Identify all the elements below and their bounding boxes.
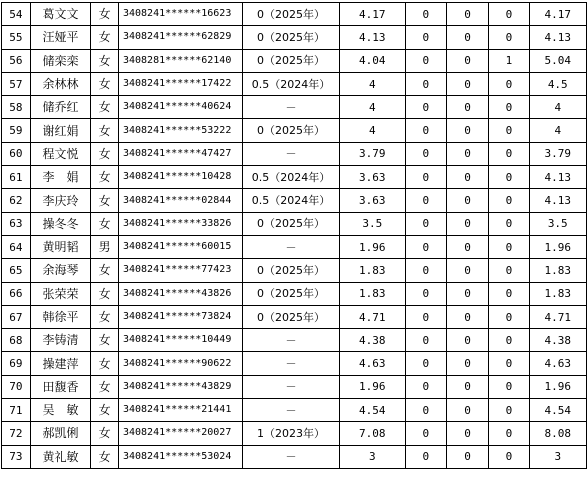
total-score-cell: 5.04 bbox=[529, 49, 587, 72]
name-cell: 操冬冬 bbox=[30, 212, 90, 235]
bonus-2-cell: 0 bbox=[446, 96, 489, 119]
id-number-cell: 3408241******02844 bbox=[118, 189, 242, 212]
bonus-1-cell: 0 bbox=[405, 235, 446, 258]
score-cell: 4 bbox=[339, 119, 405, 142]
name-cell: 韩徐平 bbox=[30, 305, 90, 328]
name-cell: 黄礼敏 bbox=[30, 445, 90, 468]
year-note-cell: － bbox=[243, 352, 339, 375]
id-number-cell: 3408241******20027 bbox=[118, 422, 242, 445]
bonus-3-cell: 0 bbox=[489, 96, 529, 119]
bonus-2-cell: 0 bbox=[446, 399, 489, 422]
row-number-cell: 64 bbox=[2, 235, 31, 258]
bonus-1-cell: 0 bbox=[405, 119, 446, 142]
bonus-2-cell: 0 bbox=[446, 212, 489, 235]
bonus-1-cell: 0 bbox=[405, 282, 446, 305]
row-number-cell: 63 bbox=[2, 212, 31, 235]
gender-cell: 女 bbox=[91, 26, 119, 49]
name-cell: 储栾栾 bbox=[30, 49, 90, 72]
table-row bbox=[2, 142, 587, 165]
id-number-cell: 3408241******17422 bbox=[118, 72, 242, 95]
bonus-3-cell: 0 bbox=[489, 352, 529, 375]
gender-cell: 女 bbox=[91, 166, 119, 189]
year-note-cell: 0（2025年） bbox=[243, 305, 339, 328]
year-note-cell: 0（2025年） bbox=[243, 282, 339, 305]
table-row bbox=[2, 119, 587, 142]
id-number-cell: 3408241******10428 bbox=[118, 166, 242, 189]
bonus-1-cell: 0 bbox=[405, 259, 446, 282]
year-note-cell: 0（2025年） bbox=[243, 26, 339, 49]
row-number-cell: 65 bbox=[2, 259, 31, 282]
gender-cell: 女 bbox=[91, 329, 119, 352]
id-number-cell: 3408281******62140 bbox=[118, 49, 242, 72]
id-number-cell: 3408241******40624 bbox=[118, 96, 242, 119]
gender-cell: 女 bbox=[91, 142, 119, 165]
score-cell: 3.5 bbox=[339, 212, 405, 235]
bonus-1-cell: 0 bbox=[405, 96, 446, 119]
gender-cell: 女 bbox=[91, 96, 119, 119]
total-score-cell: 4.17 bbox=[529, 3, 587, 26]
row-number-cell: 66 bbox=[2, 282, 31, 305]
score-cell: 1.96 bbox=[339, 235, 405, 258]
bonus-3-cell: 0 bbox=[489, 119, 529, 142]
year-note-cell: － bbox=[243, 235, 339, 258]
bonus-3-cell: 0 bbox=[489, 3, 529, 26]
id-number-cell: 3408241******90622 bbox=[118, 352, 242, 375]
row-number-cell: 69 bbox=[2, 352, 31, 375]
total-score-cell: 4.38 bbox=[529, 329, 587, 352]
name-cell: 李庆玲 bbox=[30, 189, 90, 212]
total-score-cell: 4 bbox=[529, 119, 587, 142]
gender-cell: 女 bbox=[91, 445, 119, 468]
name-cell: 汪娅平 bbox=[30, 26, 90, 49]
row-number-cell: 56 bbox=[2, 49, 31, 72]
row-number-cell: 58 bbox=[2, 96, 31, 119]
bonus-2-cell: 0 bbox=[446, 3, 489, 26]
bonus-2-cell: 0 bbox=[446, 422, 489, 445]
bonus-1-cell: 0 bbox=[405, 352, 446, 375]
year-note-cell: 0.5（2024年） bbox=[243, 189, 339, 212]
bonus-1-cell: 0 bbox=[405, 166, 446, 189]
bonus-3-cell: 0 bbox=[489, 26, 529, 49]
gender-cell: 女 bbox=[91, 399, 119, 422]
name-cell: 李铸清 bbox=[30, 329, 90, 352]
total-score-cell: 4.13 bbox=[529, 189, 587, 212]
table-row bbox=[2, 329, 587, 352]
row-number-cell: 71 bbox=[2, 399, 31, 422]
table-row bbox=[2, 166, 587, 189]
table-row bbox=[2, 422, 587, 445]
score-cell: 4.38 bbox=[339, 329, 405, 352]
year-note-cell: 0（2025年） bbox=[243, 119, 339, 142]
bonus-3-cell: 1 bbox=[489, 49, 529, 72]
bonus-3-cell: 0 bbox=[489, 212, 529, 235]
score-cell: 4.54 bbox=[339, 399, 405, 422]
bonus-2-cell: 0 bbox=[446, 72, 489, 95]
row-number-cell: 62 bbox=[2, 189, 31, 212]
score-cell: 4 bbox=[339, 72, 405, 95]
table-row bbox=[2, 282, 587, 305]
bonus-3-cell: 0 bbox=[489, 422, 529, 445]
name-cell: 葛文文 bbox=[30, 3, 90, 26]
gender-cell: 女 bbox=[91, 259, 119, 282]
gender-cell: 女 bbox=[91, 422, 119, 445]
name-cell: 田馥香 bbox=[30, 375, 90, 398]
total-score-cell: 4.13 bbox=[529, 26, 587, 49]
name-cell: 操建萍 bbox=[30, 352, 90, 375]
table-row bbox=[2, 72, 587, 95]
score-cell: 7.08 bbox=[339, 422, 405, 445]
id-number-cell: 3408241******47427 bbox=[118, 142, 242, 165]
gender-cell: 女 bbox=[91, 305, 119, 328]
id-number-cell: 3408241******21441 bbox=[118, 399, 242, 422]
id-number-cell: 3408241******62829 bbox=[118, 26, 242, 49]
year-note-cell: 0（2025年） bbox=[243, 49, 339, 72]
name-cell: 黄明韬 bbox=[30, 235, 90, 258]
total-score-cell: 4.13 bbox=[529, 166, 587, 189]
total-score-cell: 3.5 bbox=[529, 212, 587, 235]
bonus-3-cell: 0 bbox=[489, 235, 529, 258]
row-number-cell: 59 bbox=[2, 119, 31, 142]
table-row bbox=[2, 375, 587, 398]
name-cell: 储乔红 bbox=[30, 96, 90, 119]
bonus-3-cell: 0 bbox=[489, 375, 529, 398]
score-cell: 4.04 bbox=[339, 49, 405, 72]
year-note-cell: － bbox=[243, 329, 339, 352]
table-row bbox=[2, 3, 587, 26]
id-number-cell: 3408241******77423 bbox=[118, 259, 242, 282]
name-cell: 吴 敏 bbox=[30, 399, 90, 422]
year-note-cell: 0（2025年） bbox=[243, 3, 339, 26]
bonus-3-cell: 0 bbox=[489, 72, 529, 95]
score-cell: 1.96 bbox=[339, 375, 405, 398]
score-cell: 3.63 bbox=[339, 189, 405, 212]
gender-cell: 女 bbox=[91, 212, 119, 235]
year-note-cell: 0（2025年） bbox=[243, 212, 339, 235]
total-score-cell: 1.83 bbox=[529, 282, 587, 305]
row-number-cell: 54 bbox=[2, 3, 31, 26]
bonus-1-cell: 0 bbox=[405, 445, 446, 468]
table-row bbox=[2, 352, 587, 375]
table-row bbox=[2, 399, 587, 422]
score-cell: 4 bbox=[339, 96, 405, 119]
id-number-cell: 3408241******53222 bbox=[118, 119, 242, 142]
table-row bbox=[2, 189, 587, 212]
score-cell: 4.17 bbox=[339, 3, 405, 26]
bonus-1-cell: 0 bbox=[405, 212, 446, 235]
total-score-cell: 3 bbox=[529, 445, 587, 468]
bonus-2-cell: 0 bbox=[446, 445, 489, 468]
bonus-1-cell: 0 bbox=[405, 26, 446, 49]
id-number-cell: 3408241******33826 bbox=[118, 212, 242, 235]
bonus-1-cell: 0 bbox=[405, 72, 446, 95]
total-score-cell: 4.63 bbox=[529, 352, 587, 375]
total-score-cell: 1.96 bbox=[529, 375, 587, 398]
name-cell: 郝凯俐 bbox=[30, 422, 90, 445]
table-body bbox=[2, 3, 587, 469]
row-number-cell: 70 bbox=[2, 375, 31, 398]
bonus-3-cell: 0 bbox=[489, 445, 529, 468]
id-number-cell: 3408241******60015 bbox=[118, 235, 242, 258]
bonus-1-cell: 0 bbox=[405, 3, 446, 26]
score-cell: 4.13 bbox=[339, 26, 405, 49]
bonus-1-cell: 0 bbox=[405, 305, 446, 328]
score-cell: 1.83 bbox=[339, 259, 405, 282]
year-note-cell: 1（2023年） bbox=[243, 422, 339, 445]
gender-cell: 男 bbox=[91, 235, 119, 258]
row-number-cell: 61 bbox=[2, 166, 31, 189]
bonus-2-cell: 0 bbox=[446, 375, 489, 398]
gender-cell: 女 bbox=[91, 282, 119, 305]
gender-cell: 女 bbox=[91, 119, 119, 142]
bonus-2-cell: 0 bbox=[446, 305, 489, 328]
year-note-cell: － bbox=[243, 445, 339, 468]
bonus-2-cell: 0 bbox=[446, 166, 489, 189]
name-cell: 余海琴 bbox=[30, 259, 90, 282]
name-cell: 程文悦 bbox=[30, 142, 90, 165]
bonus-1-cell: 0 bbox=[405, 375, 446, 398]
year-note-cell: 0（2025年） bbox=[243, 259, 339, 282]
bonus-3-cell: 0 bbox=[489, 282, 529, 305]
bonus-3-cell: 0 bbox=[489, 399, 529, 422]
bonus-2-cell: 0 bbox=[446, 189, 489, 212]
bonus-1-cell: 0 bbox=[405, 399, 446, 422]
table-row bbox=[2, 235, 587, 258]
row-number-cell: 72 bbox=[2, 422, 31, 445]
total-score-cell: 1.83 bbox=[529, 259, 587, 282]
table-row bbox=[2, 259, 587, 282]
year-note-cell: － bbox=[243, 96, 339, 119]
gender-cell: 女 bbox=[91, 3, 119, 26]
bonus-1-cell: 0 bbox=[405, 422, 446, 445]
score-cell: 4.71 bbox=[339, 305, 405, 328]
total-score-cell: 4.71 bbox=[529, 305, 587, 328]
bonus-3-cell: 0 bbox=[489, 166, 529, 189]
year-note-cell: － bbox=[243, 375, 339, 398]
name-cell: 谢红娟 bbox=[30, 119, 90, 142]
bonus-1-cell: 0 bbox=[405, 142, 446, 165]
bonus-2-cell: 0 bbox=[446, 282, 489, 305]
table-row bbox=[2, 305, 587, 328]
score-cell: 3.79 bbox=[339, 142, 405, 165]
name-cell: 张荣荣 bbox=[30, 282, 90, 305]
table-row bbox=[2, 96, 587, 119]
gender-cell: 女 bbox=[91, 189, 119, 212]
bonus-2-cell: 0 bbox=[446, 26, 489, 49]
total-score-cell: 8.08 bbox=[529, 422, 587, 445]
row-number-cell: 60 bbox=[2, 142, 31, 165]
table-row bbox=[2, 445, 587, 468]
name-cell: 余林林 bbox=[30, 72, 90, 95]
total-score-cell: 4.5 bbox=[529, 72, 587, 95]
id-number-cell: 3408241******16623 bbox=[118, 3, 242, 26]
score-cell: 3 bbox=[339, 445, 405, 468]
score-cell: 4.63 bbox=[339, 352, 405, 375]
id-number-cell: 3408241******10449 bbox=[118, 329, 242, 352]
bonus-2-cell: 0 bbox=[446, 119, 489, 142]
bonus-1-cell: 0 bbox=[405, 189, 446, 212]
bonus-3-cell: 0 bbox=[489, 189, 529, 212]
year-note-cell: － bbox=[243, 142, 339, 165]
bonus-1-cell: 0 bbox=[405, 49, 446, 72]
name-cell: 李 娟 bbox=[30, 166, 90, 189]
bonus-2-cell: 0 bbox=[446, 329, 489, 352]
year-note-cell: 0.5（2024年） bbox=[243, 72, 339, 95]
score-cell: 1.83 bbox=[339, 282, 405, 305]
gender-cell: 女 bbox=[91, 375, 119, 398]
row-number-cell: 67 bbox=[2, 305, 31, 328]
gender-cell: 女 bbox=[91, 49, 119, 72]
total-score-cell: 4 bbox=[529, 96, 587, 119]
total-score-cell: 1.96 bbox=[529, 235, 587, 258]
roster-table bbox=[1, 2, 587, 469]
id-number-cell: 3408241******43829 bbox=[118, 375, 242, 398]
bonus-3-cell: 0 bbox=[489, 259, 529, 282]
table-row bbox=[2, 212, 587, 235]
total-score-cell: 3.79 bbox=[529, 142, 587, 165]
row-number-cell: 73 bbox=[2, 445, 31, 468]
row-number-cell: 57 bbox=[2, 72, 31, 95]
score-cell: 3.63 bbox=[339, 166, 405, 189]
bonus-2-cell: 0 bbox=[446, 142, 489, 165]
id-number-cell: 3408241******43826 bbox=[118, 282, 242, 305]
bonus-1-cell: 0 bbox=[405, 329, 446, 352]
id-number-cell: 3408241******73824 bbox=[118, 305, 242, 328]
bonus-3-cell: 0 bbox=[489, 305, 529, 328]
gender-cell: 女 bbox=[91, 352, 119, 375]
year-note-cell: － bbox=[243, 399, 339, 422]
bonus-3-cell: 0 bbox=[489, 142, 529, 165]
total-score-cell: 4.54 bbox=[529, 399, 587, 422]
table-row bbox=[2, 26, 587, 49]
gender-cell: 女 bbox=[91, 72, 119, 95]
bonus-2-cell: 0 bbox=[446, 49, 489, 72]
bonus-2-cell: 0 bbox=[446, 259, 489, 282]
table-row bbox=[2, 49, 587, 72]
bonus-3-cell: 0 bbox=[489, 329, 529, 352]
row-number-cell: 68 bbox=[2, 329, 31, 352]
bonus-2-cell: 0 bbox=[446, 352, 489, 375]
year-note-cell: 0.5（2024年） bbox=[243, 166, 339, 189]
row-number-cell: 55 bbox=[2, 26, 31, 49]
id-number-cell: 3408241******53024 bbox=[118, 445, 242, 468]
bonus-2-cell: 0 bbox=[446, 235, 489, 258]
